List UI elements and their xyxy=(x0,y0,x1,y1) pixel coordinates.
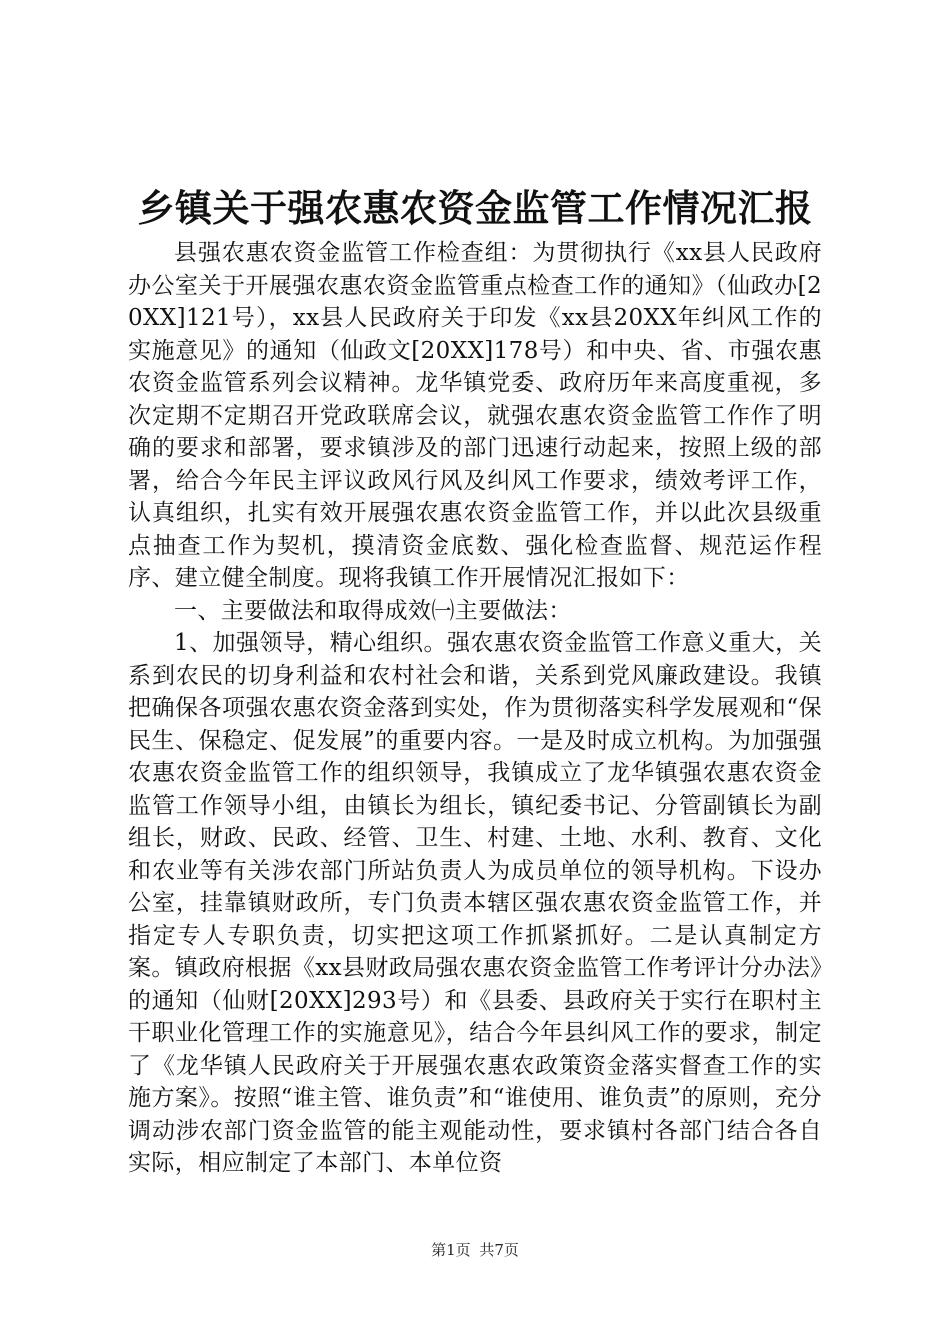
document-body xyxy=(128,237,822,1180)
page-total: 共7页 xyxy=(479,1241,519,1259)
paragraph-section-heading: 一、主要做法和取得成效㈠主要做法： xyxy=(174,597,572,624)
page-number: 第1页 xyxy=(431,1241,471,1259)
paragraph-item-1: 1、加强领导，精心组织。强农惠农资金监管工作意义重大，关系到农民的切身利益和农村社会和谐，关系到党风廉政建设。我镇把确保各项强农惠农资金落到实处，作为贯彻落实科学发展观和“保民生、保稳定、促发展”的重要内容。一是及时成立机构。为加强强农惠农资金监管工作的组织领导，我镇成立了龙华镇强农惠农资金监管工作领导小组，由镇长为组长，镇纪委书记、分管副镇长为副组长，财政、民政、经管、卫生、村建、土地、水利、教育、文化和农业等有关涉农部门所站负责人为成员单位的领导机构。下设办公室，挂靠镇财政所，专门负责本辖区强农惠农资金监管工作，并指定专人专职负责，切实把这项工作抓紧抓好。二是认真制定方案。镇政府根据《xx县财政局强农惠农资金监管工作考评计分办法》的通知（仙财[20XX]293号）和《县委、县政府关于实行在职村主干职业化管理工作的实施意见》，结合今年县纠风工作的要求，制定了《龙华镇人民政府关于开展强农惠农政策资金落实督查工作的实施方案》。按照“谁主管、谁负责”和“谁使用、谁负责”的原则，充分调动涉农部门资金监管的能主观能动性，要求镇村各部门结合各自实际，相应制定了本部门、本单位资 xyxy=(128,630,822,1176)
page-footer xyxy=(0,1240,950,1260)
document-title: 乡镇关于强农惠农资金监管工作情况汇报 xyxy=(137,186,813,230)
paragraph-intro: 县强农惠农资金监管工作检查组：为贯彻执行《xx县人民政府办公室关于开展强农惠农资金监管重点检查工作的通知》（仙政办[20XX]121号），xx县人民政府关于印发《xx县20XX年纠风工作的实施意见》的通知（仙政文[20XX]178号）和中央、省、市强农惠农资金监管系列会议精神。龙华镇党委、政府历年来高度重视，多次定期不定期召开党政联席会议，就强农惠农资金监管工作作了明确的要求和部署，要求镇涉及的部门迅速行动起来，按照上级的部署，给合今年民主评议政风行风及纠风工作要求，绩效考评工作，认真组织，扎实有效开展强农惠农资金监管工作，并以此次县级重点抽查工作为契机，摸清资金底数、强化检查监督、规范运作程序、建立健全制度。现将我镇工作开展情况汇报如下： xyxy=(128,240,822,591)
